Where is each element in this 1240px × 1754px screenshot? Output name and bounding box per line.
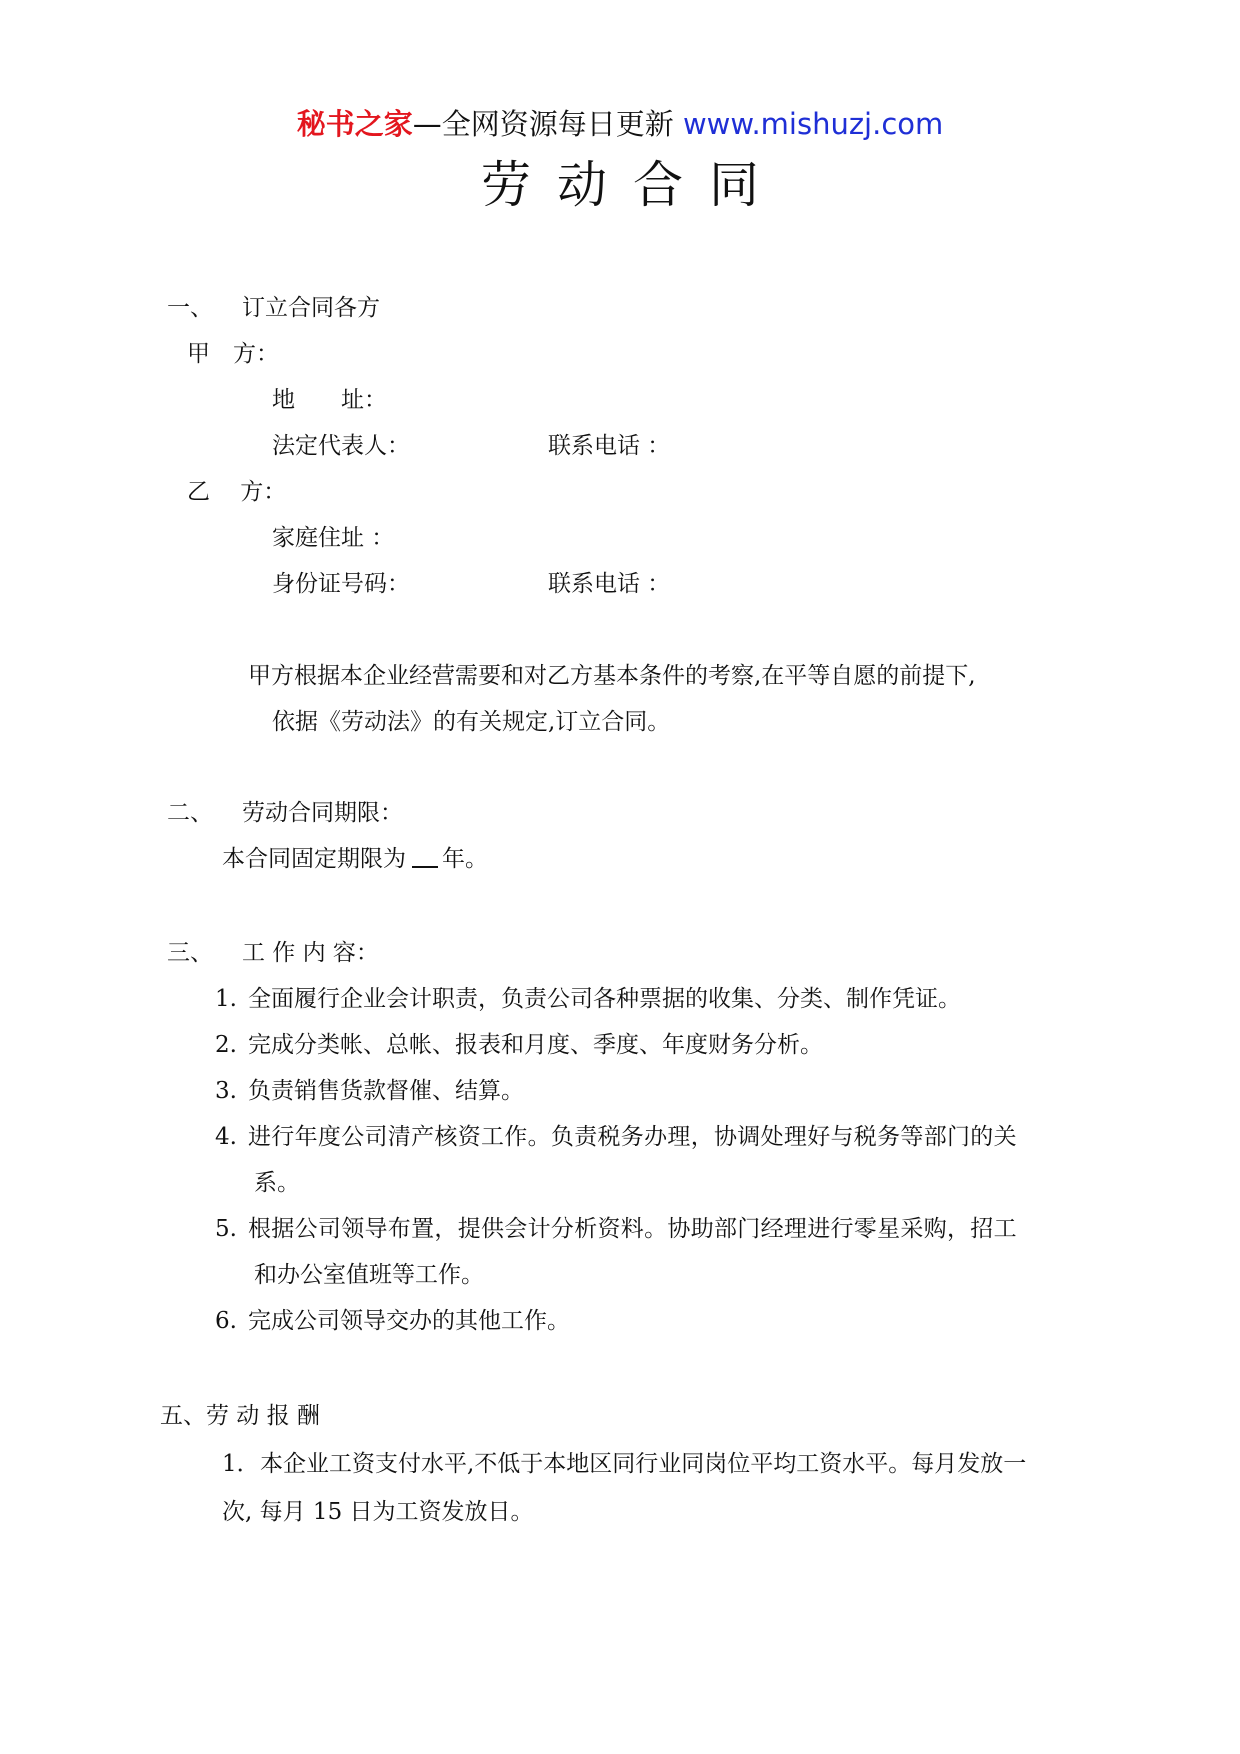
- list-item-number: 1.: [215, 986, 237, 1012]
- id-number-label: 身份证号码：: [272, 571, 410, 597]
- list-item-continuation: 和办公室值班等工作。: [254, 1262, 484, 1288]
- banner-url[interactable]: www.mishuzj.com: [682, 107, 944, 141]
- list-item-number: 2.: [215, 1032, 237, 1058]
- section-1-number: 一、: [167, 295, 213, 321]
- list-item-number: 6.: [215, 1308, 237, 1334]
- phone-label-b: 联系电话 ：: [548, 571, 671, 597]
- term-suffix: 年。: [442, 846, 488, 872]
- section-2-number: 二、: [167, 800, 213, 826]
- phone-label-a: 联系电话 ：: [548, 433, 671, 459]
- intro-line-2: 依据《劳动法》的有关规定,订立合同。: [272, 709, 671, 735]
- list-item-text: 负责销售货款督催、结算。: [248, 1078, 524, 1104]
- section-3-number: 三、: [167, 940, 213, 966]
- term-line: [222, 843, 488, 875]
- legal-rep-label: 法定代表人：: [272, 433, 410, 459]
- list-item-text: 完成分类帐、总帐、报表和月度、季度、年度财务分析。: [248, 1032, 823, 1058]
- list-item-number: 5.: [215, 1216, 237, 1242]
- list-item-text: 进行年度公司清产核资工作。负责税务办理，协调处理好与税务等部门的关: [248, 1124, 1017, 1150]
- banner-slogan: —全网资源每日更新: [412, 107, 683, 141]
- pay-item-text: 本企业工资支付水平,不低于本地区同行业同岗位平均工资水平。每月发放一: [260, 1451, 1027, 1477]
- page-title: 劳动合同: [481, 156, 785, 214]
- home-address-label: 家庭住址 ：: [272, 525, 395, 551]
- section-1-heading: 订立合同各方: [242, 295, 380, 321]
- section-5-heading: 五、劳 动 报 酬: [160, 1403, 320, 1429]
- term-years-blank[interactable]: [412, 844, 438, 868]
- list-item-continuation: 系。: [254, 1170, 300, 1196]
- list-item-number: 4.: [215, 1124, 237, 1150]
- section-2-heading: 劳动合同期限：: [242, 800, 403, 826]
- party-a-label: 甲 方：: [187, 341, 279, 367]
- party-b-label: 乙 方：: [187, 479, 287, 505]
- brand-name: 秘书之家: [296, 107, 413, 141]
- pay-item-number: 1．: [222, 1451, 260, 1477]
- section-3-heading: 工 作 内 容：: [242, 940, 379, 966]
- address-label: 地 址：: [272, 387, 387, 413]
- list-item-text: 全面履行企业会计职责，负责公司各种票据的收集、分类、制作凭证。: [248, 986, 961, 1012]
- list-item-text: 完成公司领导交办的其他工作。: [248, 1308, 570, 1334]
- pay-item-continuation: 次, 每月 15 日为工资发放日。: [222, 1499, 534, 1525]
- list-item-number: 3.: [215, 1078, 237, 1104]
- watermark-banner: [0, 104, 1240, 144]
- term-prefix: 本合同固定期限为: [222, 846, 406, 872]
- list-item-text: 根据公司领导布置，提供会计分析资料。协助部门经理进行零星采购，招工: [248, 1216, 1017, 1242]
- intro-line-1: 甲方根据本企业经营需要和对乙方基本条件的考察,在平等自愿的前提下,: [248, 663, 976, 689]
